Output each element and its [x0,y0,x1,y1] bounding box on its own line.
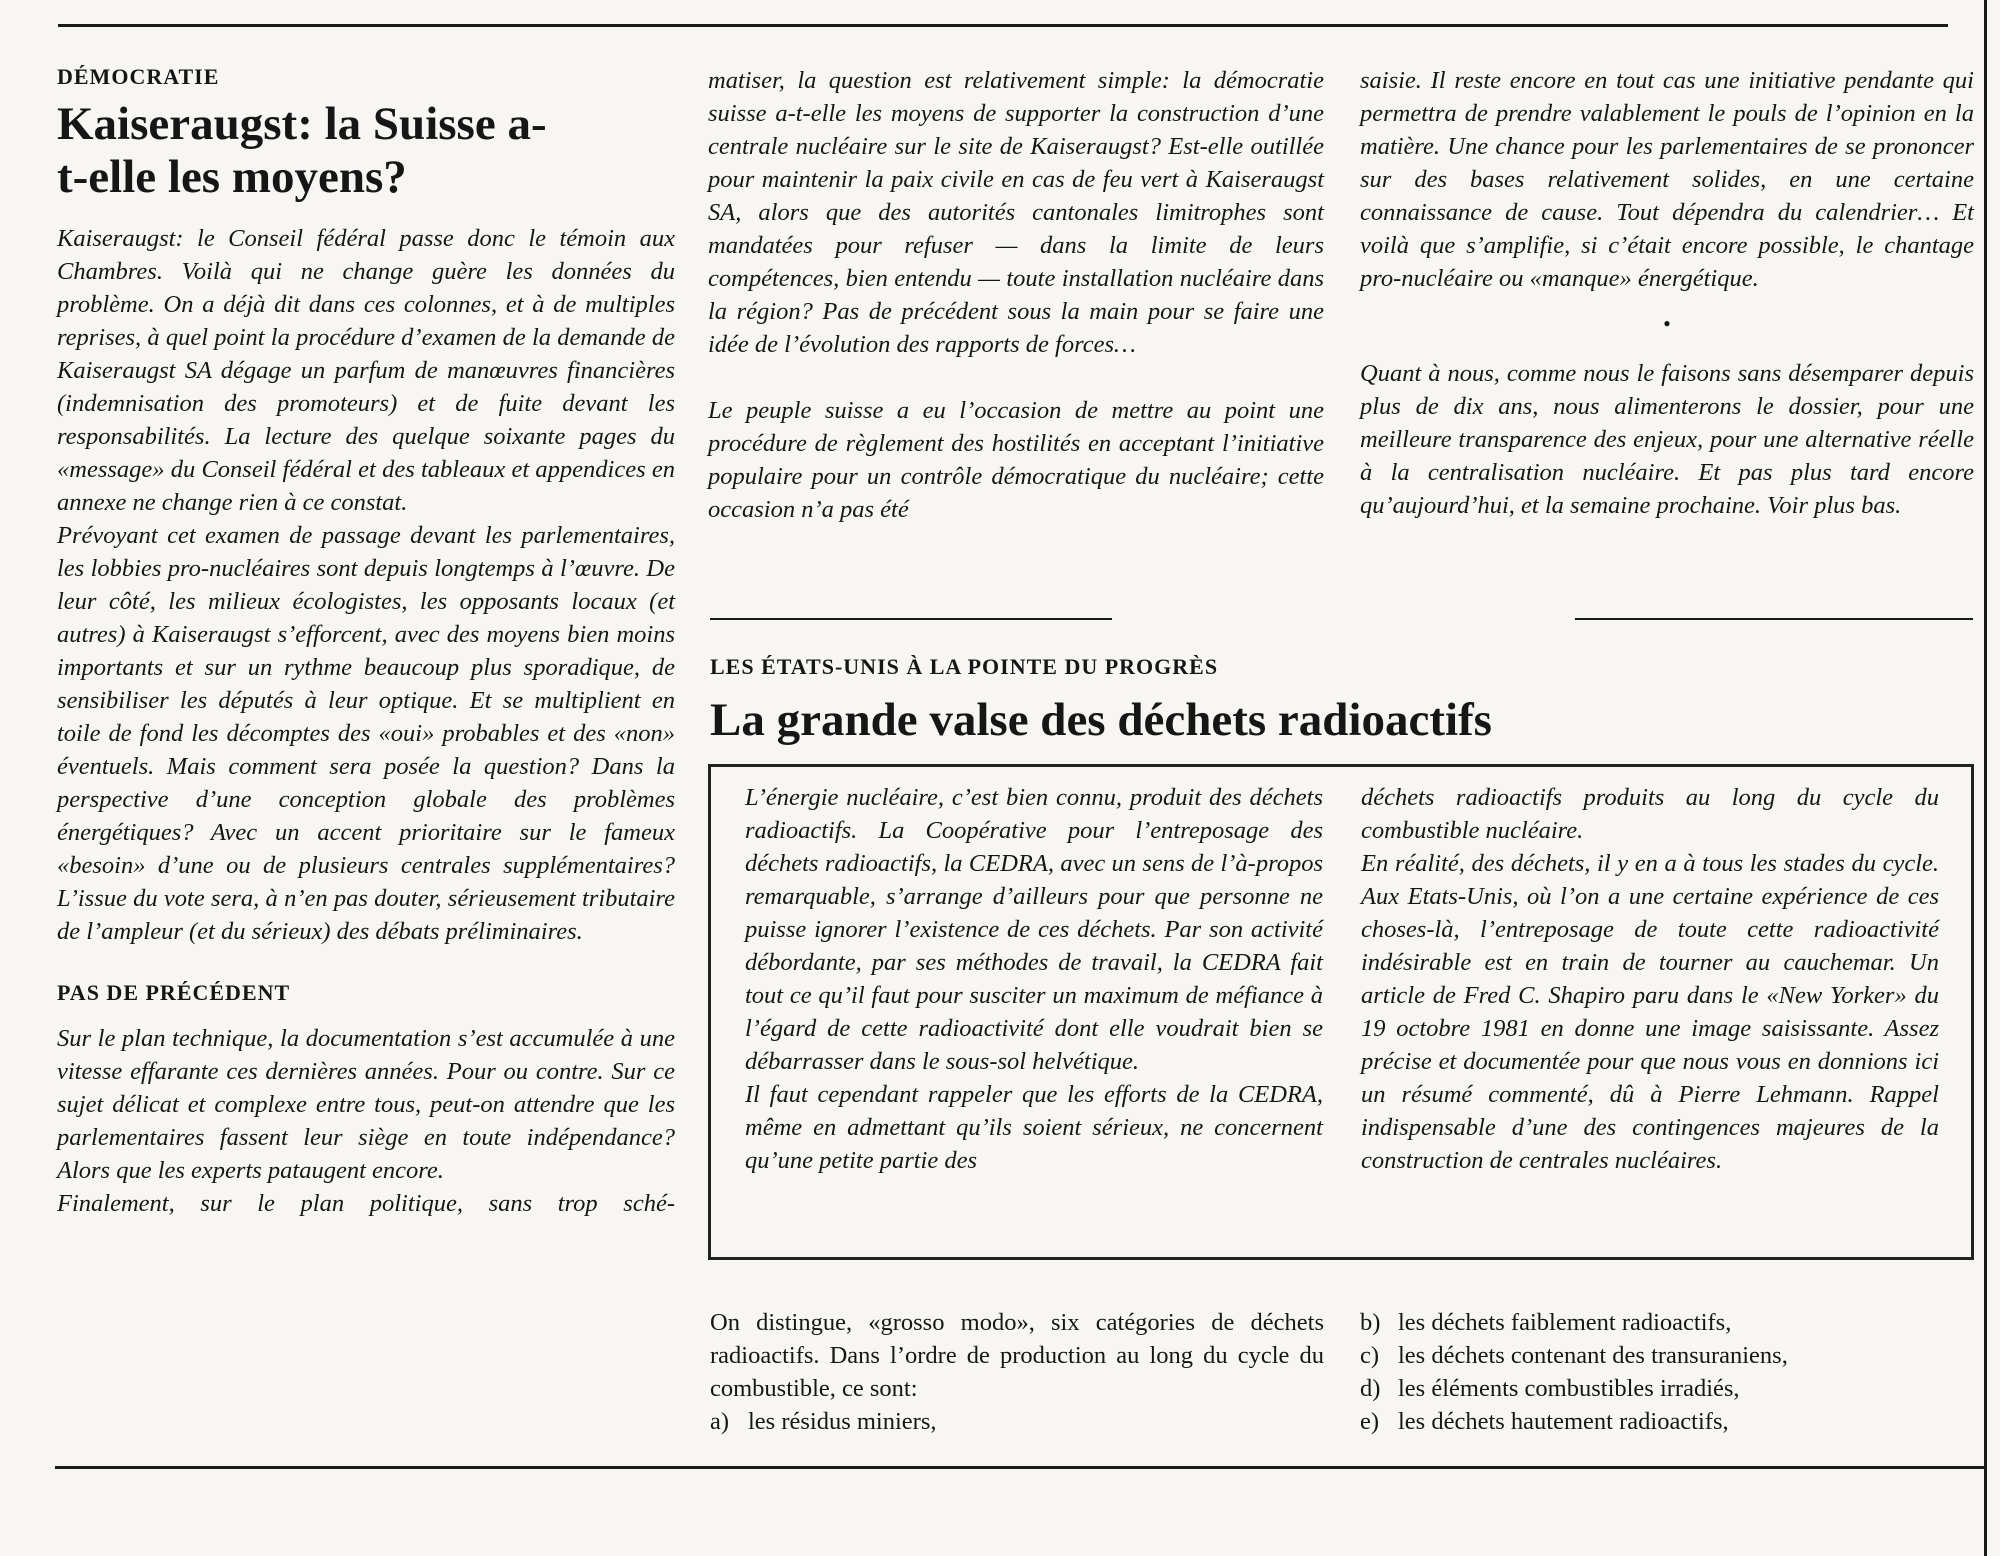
article1-title: Kaiseraugst: la Suisse a-t-elle les moyens? [57,98,547,203]
article1-column-3 [1360,64,1974,522]
list-text: les résidus miniers, [748,1408,937,1435]
list-marker: a) [710,1408,730,1435]
article1-kicker: DÉMOCRATIE [57,64,220,89]
intro-box-right-column [1361,781,1939,1177]
intro-box-paragraph-2: Il faut cependant rappeler que les efforts de la CEDRA, même en admettant qu’ils soient sérieux, ne concernent qu’une petite partie des [745,1081,1323,1174]
article1-paragraph-2: Prévoyant cet examen de passage devant les parlementaires, les lobbies pro-nucléaires sont depuis longtemps à l’œuvre. De leur côté, les milieux écologistes, les opposants locaux (et autres) à Kaiseraugst s’efforcent, avec des moyens bien moins importants et sur un rythme beaucoup plus sporadique, de sensibiliser les députés à leur optique. Et se multiplient en toile de fond les décomptes des «oui» probables et des «non» éventuels. Mais comment sera posée la question? Dans la perspective d’une conception globale des problèmes énergétiques? Avec un accent prioritaire sur le fameux «besoin» d’une ou de plusieurs centrales supplémentaires? L’issue du vote sera, à n’en pas douter, sérieusement tributaire de l’ampleur (et du sérieux) des débats préliminaires. [57,522,675,945]
list-marker: b) [1360,1309,1381,1336]
list-text: les déchets hautement radioactifs, [1398,1408,1729,1435]
column-2-end-rule [710,618,1112,620]
right-edge-rule [1984,0,1987,1556]
list-marker: e) [1360,1408,1380,1435]
list-item-b [1360,1306,1974,1339]
intro-box-paragraph-1: L’énergie nucléaire, c’est bien connu, produit des déchets radioactifs. La Coopérative pour l’entreposage des déchets radioactifs, la CEDRA, avec un sens de l’à-propos remarquable, s’arrange d’ailleurs pour que personne ne puisse ignorer l’existence de ces déchets. Par son activité débordante, par ses méthodes de travail, la CEDRA fait tout ce qu’il faut pour susciter un maximum de méfiance à l’égard de cette radioactivité dont elle voudrait bien se débarrasser dans le sous-sol helvétique. [745,784,1323,1075]
bottom-rule [55,1466,1985,1469]
list-marker: d) [1360,1375,1381,1402]
list-item-d [1360,1372,1974,1405]
column-3-end-rule [1575,618,1973,620]
article2-body-left [710,1306,1324,1438]
intro-box-paragraph-3: déchets radioactifs produits au long du cycle du combustible nucléaire. [1361,784,1939,844]
list-text: les déchets contenant des transuraniens, [1398,1342,1788,1369]
list-item-c [1360,1339,1974,1372]
article1-paragraph-6: saisie. Il reste encore en tout cas une initiative pendante qui permettra de prendre valablement le pouls de l’opinion en la matière. Une chance pour les parlementaires de se prononcer sur des bases relativement solides, en une certaine connaissance de cause. Tout dépendra du calendrier… Et voilà que s’amplifie, si c’était encore possible, le chantage pro-nucléaire ou «manque» énergétique. [1360,67,1974,292]
list-text: les éléments combustibles irradiés, [1398,1375,1740,1402]
article1-paragraph-3: Sur le plan technique, la documentation s’est accumulée à une vitesse effarante ces dernières années. Pour ou contre. Sur ce sujet délicat et complexe entre tous, peut-on attendre que les parlementaires fassent leur siège en toute indépendance? Alors que les experts pataugent encore. [57,1025,675,1184]
article2-intro-paragraph: On distingue, «grosso modo», six catégories de déchets radioactifs. Dans l’ordre de production au long du cycle du combustible, ce sont: [710,1309,1324,1402]
article2-body-right [1360,1306,1974,1438]
list-item-a [710,1405,1324,1438]
article2-header [710,654,1974,747]
intro-box-left-column [745,781,1323,1177]
separator-bullet: • [1663,311,1671,336]
article1-column-2 [708,64,1324,526]
article1-continuation: matiser, la question est relativement simple: la démocratie suisse a-t-elle les moyens de supporter la construction d’une centrale nucléaire sur le site de Kaiseraugst? Est-elle outillée pour maintenir la paix civile en cas de feu vert à Kaiseraugst SA, alors que des autorités cantonales limitrophes sont mandatées pour refuser — dans la limite de leurs compétences, bien entendu — toute installation nucléaire dans la région? Pas de précédent sous la main pour se faire une idée de l’évolution des rapports de forces… [708,67,1324,358]
list-marker: c) [1360,1342,1380,1369]
article1-paragraph-5: Le peuple suisse a eu l’occasion de mettre au point une procédure de règlement des hostilités en acceptant l’initiative populaire pour un contrôle démocratique du nucléaire; cette occasion n’a pas été [708,397,1324,523]
article2-kicker: LES ÉTATS-UNIS À LA POINTE DU PROGRÈS [710,654,1219,679]
article1-paragraph-7: Quant à nous, comme nous le faisons sans désemparer depuis plus de dix ans, nous alimenterons le dossier, pour une meilleure transparence des enjeux, pour une alternative réelle à la centralisation nucléaire. Et pas plus tard encore qu’aujourd’hui, et la semaine prochaine. Voir plus bas. [1360,360,1974,519]
list-item-e [1360,1405,1974,1438]
article1-paragraph-4: Finalement, sur le plan politique, sans trop sché- [57,1190,675,1217]
top-rule [58,24,1948,27]
article2-intro-box [708,764,1974,1260]
list-text: les déchets faiblement radioactifs, [1398,1309,1732,1336]
intro-box-paragraph-4: En réalité, des déchets, il y en a à tous les stades du cycle. Aux Etats-Unis, où l’on a une certaine expérience de ces choses-là, l’entreposage de toute cette radioactivité indésirable est en train de tourner au cauchemar. Un article de Fred C. Shapiro paru dans le «New Yorker» du 19 octobre 1981 en donne une image saisissante. Assez précise et documentée pour que nous vous en donnions ici un résumé commenté, dû à Pierre Lehmann. Rappel indispensable d’une des contingences majeures de la construction de centrales nucléaires. [1361,850,1939,1174]
article2-title: La grande valse des déchets radioactifs [710,694,1492,746]
article1-column-1 [57,64,675,1220]
article1-paragraph-1: Kaiseraugst: le Conseil fédéral passe donc le témoin aux Chambres. Voilà qui ne change guère les données du problème. On a déjà dit dans ces colonnes, et à de multiples reprises, à quel point la procédure d’examen de la demande de Kaiseraugst SA dégage un parfum de manœuvres financières (indemnisation des promoteurs) et de fuite devant les responsabilités. La lecture des quelque soixante pages du «message» du Conseil fédéral et des tableaux et appendices en annexe ne change rien à ce constat. [57,225,675,516]
article1-subhead: PAS DE PRÉCÉDENT [57,980,291,1005]
